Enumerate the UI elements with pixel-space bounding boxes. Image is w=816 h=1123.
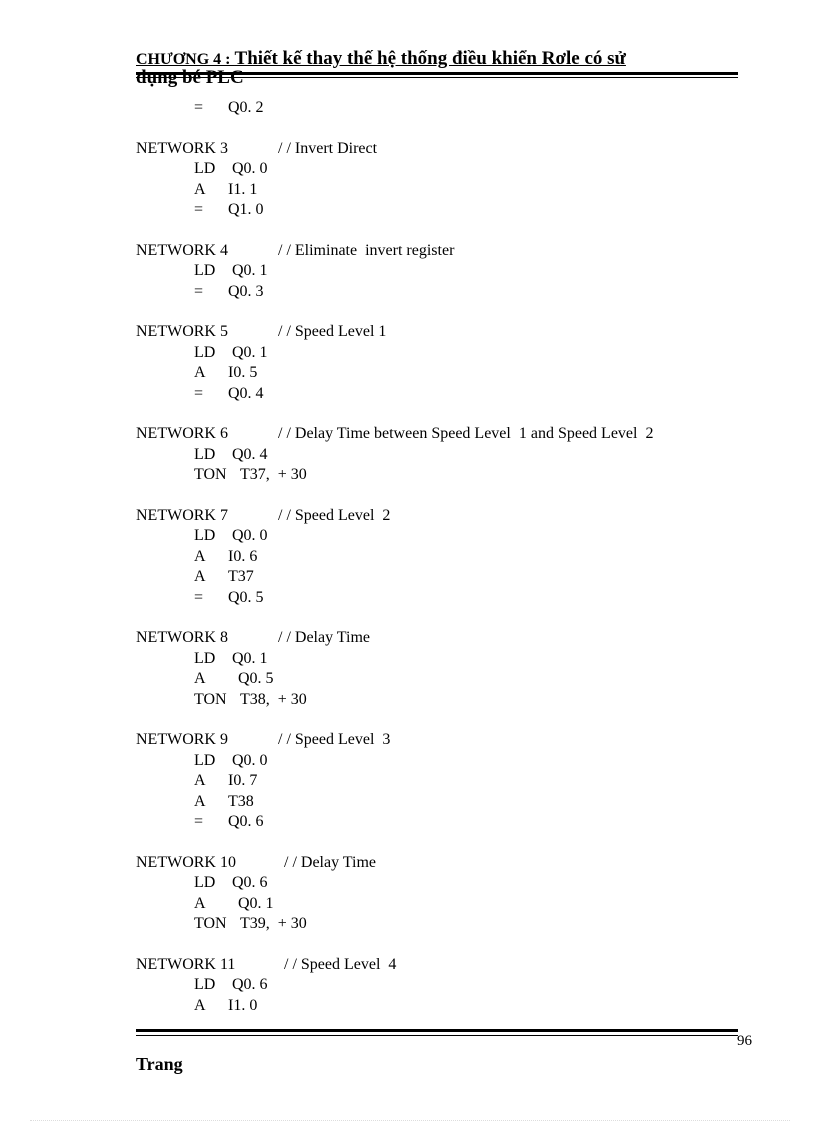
network-comment: / / Delay Time [278, 629, 371, 646]
code-op: = [194, 813, 204, 830]
code-arg: Q0. 0 [232, 527, 268, 544]
code-arg: T38, + 30 [240, 690, 307, 708]
network-comment: / / Invert Direct [278, 139, 378, 157]
network-header [136, 506, 653, 527]
code-arg: I1. 1 [228, 180, 258, 198]
code-line [136, 384, 653, 405]
network-label: NETWORK 3 [136, 139, 228, 157]
code-arg: Q0. 5 [228, 588, 264, 606]
network-gap [136, 935, 653, 955]
code-op: A [194, 792, 206, 810]
code-op: = [194, 588, 204, 606]
network-comment: / / Delay Time between Speed Level 1 and Speed Level 2 [278, 425, 654, 442]
code-op: LD [194, 262, 216, 279]
code-op: A [194, 364, 206, 381]
network-comment: / / Eliminate invert register [278, 241, 455, 259]
chapter-title: Thiết kế thay thế hệ thống điều khiển Rơle có sử [234, 48, 626, 69]
code-op: LD [194, 751, 216, 769]
code-line [136, 180, 653, 201]
code-op: LD [194, 976, 216, 993]
network-label: NETWORK 6 [136, 425, 228, 442]
network-header [136, 628, 653, 649]
code-arg: Q0. 0 [232, 751, 268, 769]
network-gap [136, 710, 653, 730]
network-header [136, 955, 653, 976]
network-label: NETWORK 9 [136, 731, 228, 748]
page-header [136, 48, 736, 87]
network-gap [136, 404, 653, 424]
network-gap [136, 119, 653, 139]
code-line [136, 669, 653, 690]
network-header [136, 322, 653, 343]
code-arg: Q0. 2 [228, 99, 264, 116]
code-op: LD [194, 874, 216, 891]
code-arg: Q0. 5 [238, 670, 274, 687]
page-bottom-divider [30, 1120, 790, 1121]
code-op: = [194, 201, 204, 218]
code-op: LD [194, 649, 216, 667]
code-arg: Q0. 1 [232, 343, 268, 361]
footer-rule-thin [136, 1035, 738, 1036]
code-line [136, 975, 653, 996]
code-arg: Q0. 1 [238, 894, 274, 912]
network-label: NETWORK 7 [136, 506, 228, 524]
network-gap [136, 221, 653, 241]
code-op: = [194, 384, 204, 402]
code-line [136, 649, 653, 670]
header-rule-thin [136, 77, 738, 78]
code-arg: Q0. 4 [228, 384, 264, 402]
network-label: NETWORK 8 [136, 629, 228, 646]
code-arg: Q0. 6 [232, 976, 268, 993]
code-line [136, 343, 653, 364]
code-arg: Q0. 6 [232, 874, 268, 891]
network-gap [136, 486, 653, 506]
code-arg: T37 [228, 568, 254, 585]
code-op: A [194, 772, 206, 789]
network-comment: / / Speed Level 2 [278, 506, 391, 524]
network-header [136, 853, 653, 874]
header-rule-thick [136, 72, 738, 75]
code-op: TON [194, 466, 227, 483]
code-line [136, 996, 653, 1017]
code-op: = [194, 99, 204, 116]
code-op: TON [194, 915, 227, 932]
network-comment: / / Speed Level 3 [278, 731, 391, 748]
code-line [136, 200, 653, 221]
code-line [136, 751, 653, 772]
footer-rule-thick [136, 1029, 738, 1032]
code-arg: T37, + 30 [240, 466, 307, 483]
chapter-prefix: CHƯƠNG 4 : [136, 51, 235, 68]
code-line [136, 690, 653, 711]
network-header [136, 139, 653, 160]
code-op: LD [194, 343, 216, 361]
code-arg: I0. 5 [228, 364, 258, 381]
network-comment: / / Speed Level 4 [284, 955, 397, 973]
code-op: A [194, 894, 206, 912]
code-line [136, 771, 653, 792]
network-label: NETWORK 5 [136, 323, 228, 340]
network-header [136, 424, 653, 445]
code-op: LD [194, 527, 216, 544]
code-arg: Q0. 1 [232, 649, 268, 667]
code-line [136, 363, 653, 384]
code-line [136, 98, 653, 119]
code-line [136, 282, 653, 303]
code-line [136, 792, 653, 813]
code-arg: Q0. 4 [232, 445, 268, 463]
stl-code-listing [136, 98, 653, 1016]
code-line [136, 261, 653, 282]
code-op: A [194, 568, 206, 585]
code-op: A [194, 996, 206, 1014]
code-line [136, 526, 653, 547]
code-op: A [194, 670, 206, 687]
code-line [136, 812, 653, 833]
code-op: LD [194, 160, 216, 177]
code-arg: Q0. 1 [232, 262, 268, 279]
network-label: NETWORK 4 [136, 241, 228, 259]
code-arg: I0. 6 [228, 547, 258, 565]
code-line [136, 445, 653, 466]
code-line [136, 914, 653, 935]
network-label: NETWORK 10 [136, 853, 236, 871]
code-line [136, 873, 653, 894]
code-arg: I0. 7 [228, 772, 258, 789]
code-line [136, 894, 653, 915]
network-gap [136, 833, 653, 853]
code-arg: T38 [228, 792, 254, 810]
code-op: A [194, 547, 206, 565]
code-arg: Q0. 0 [232, 160, 268, 177]
code-line [136, 588, 653, 609]
code-line [136, 465, 653, 486]
code-op: LD [194, 445, 216, 463]
code-op: A [194, 180, 206, 198]
network-comment: / / Delay Time [284, 853, 377, 871]
footer-label: Trang [136, 1054, 183, 1074]
page-number: 96 [737, 1033, 752, 1049]
code-arg: Q1. 0 [228, 201, 264, 218]
code-line [136, 567, 653, 588]
code-line [136, 547, 653, 568]
network-label: NETWORK 11 [136, 955, 236, 973]
code-line [136, 159, 653, 180]
network-comment: / / Speed Level 1 [278, 323, 387, 340]
header-title-line2: dụng bé PLC [136, 67, 244, 88]
network-header [136, 241, 653, 262]
code-arg: Q0. 3 [228, 282, 264, 300]
code-op: = [194, 282, 204, 300]
code-arg: T39, + 30 [240, 915, 307, 932]
code-op: TON [194, 690, 227, 708]
code-arg: Q0. 6 [228, 813, 264, 830]
network-gap [136, 302, 653, 322]
network-header [136, 730, 653, 751]
network-gap [136, 608, 653, 628]
code-arg: I1. 0 [228, 996, 258, 1014]
